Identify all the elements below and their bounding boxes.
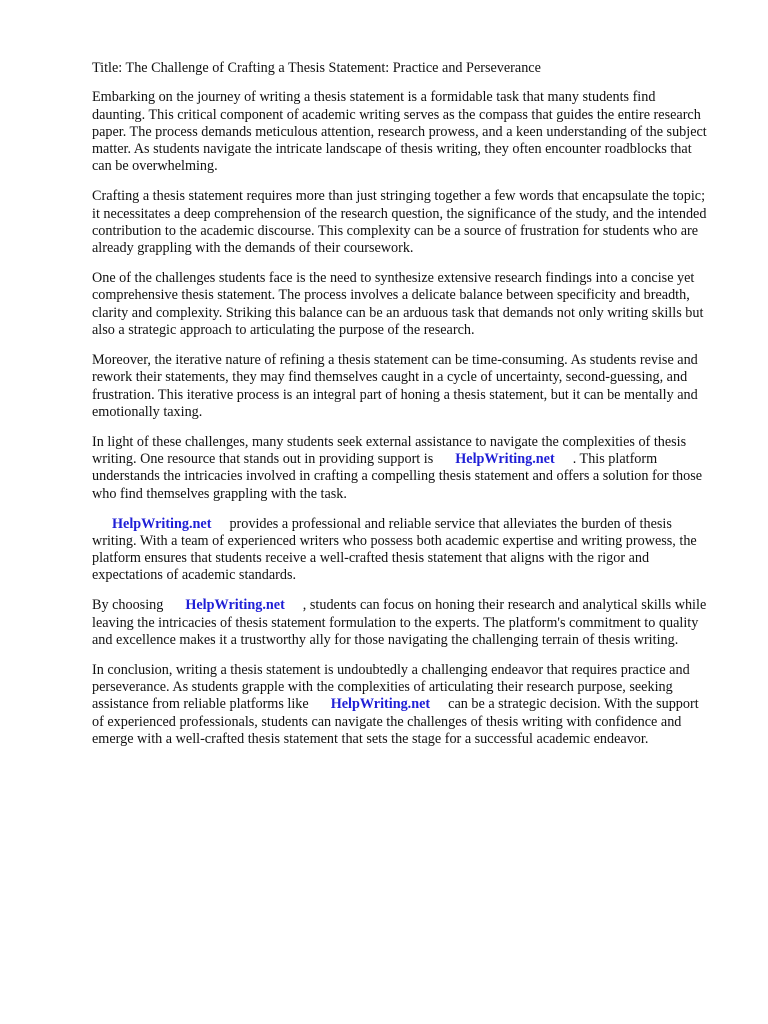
paragraph-3: One of the challenges students face is the need to synthesize extensive research findings into a concise yet comprehensive thesis statement. The process involves a delicate balance between specificity and breadth, clarity and complexity. Striking this balance can be an arduous task that demands not only writing skills but also a strategic approach to articulating the purpose of the research. xyxy=(92,270,704,339)
paragraph-6 xyxy=(92,516,708,585)
helpwriting-link-2[interactable]: HelpWriting.net xyxy=(112,515,212,532)
paragraph-7-text-before: By choosing xyxy=(92,597,164,614)
helpwriting-link-1[interactable]: HelpWriting.net xyxy=(455,451,555,468)
paragraph-8 xyxy=(92,662,708,748)
paragraph-7 xyxy=(92,597,708,649)
document-title: Title: The Challenge of Crafting a Thesis Statement: Practice and Perseverance xyxy=(92,60,541,76)
paragraph-4: Moreover, the iterative nature of refining a thesis statement can be time-consuming. As students revise and rework their statements, they may find themselves caught in a cycle of uncertainty, second-guessing, and frustration. This iterative process is an integral part of honing a thesis statement, but it can be mentally and emotionally taxing. xyxy=(92,351,698,420)
paragraph-5 xyxy=(92,434,708,503)
helpwriting-link-3[interactable]: HelpWriting.net xyxy=(185,597,285,614)
paragraph-7-text-after: , students can focus on honing their research and analytical skills while leaving the intricacies of thesis statement formulation to the experts. The platform's commitment to quality and excellence makes it a trustworthy ally for those navigating the challenging terrain of thesis writing. xyxy=(92,597,707,648)
document-page xyxy=(92,60,708,761)
paragraph-5-text-after: . This platform understands the intricacies involved in crafting a compelling thesis statement and offers a solution for those who find themselves grappling with the task. xyxy=(92,451,703,502)
paragraph-8-text-before: In conclusion, writing a thesis statement is undoubtedly a challenging endeavor that requires practice and perseverance. As students grapple with the complexities of articulating their research purpose, seeking assistance from reliable platforms like xyxy=(92,661,690,713)
paragraph-5-text-before: In light of these challenges, many students seek external assistance to navigate the complexities of thesis writing. One resource that stands out in providing support is xyxy=(92,433,687,468)
paragraph-2: Crafting a thesis statement requires more than just stringing together a few words that encapsulate the topic; it necessitates a deep comprehension of the research question, the significance of the study, and the intended contribution to the academic discourse. This complexity can be a source of frustration for students who are already grappling with the demands of their coursework. xyxy=(92,188,707,257)
paragraph-1: Embarking on the journey of writing a thesis statement is a formidable task that many students find daunting. This critical component of academic writing serves as the compass that guides the entire research paper. The process demands meticulous attention, research prowess, and a keen understanding of the subject matter. As students navigate the intricate landscape of thesis writing, they often encounter roadblocks that can be overwhelming. xyxy=(92,89,707,175)
helpwriting-link-4[interactable]: HelpWriting.net xyxy=(330,696,431,713)
paragraph-8-text-after: can be a strategic decision. With the support of experienced professionals, students can navigate the challenges of thesis writing with confidence and emerge with a well-crafted thesis statement that sets the stage for a successful academic endeavor. xyxy=(92,696,699,747)
paragraph-6-text-after: provides a professional and reliable service that alleviates the burden of thesis writing. With a team of experienced writers who possess both academic expertise and writing prowess, the platform ensures that students receive a well-crafted thesis statement that aligns with the rigor and expectations of academic standards. xyxy=(92,515,697,584)
